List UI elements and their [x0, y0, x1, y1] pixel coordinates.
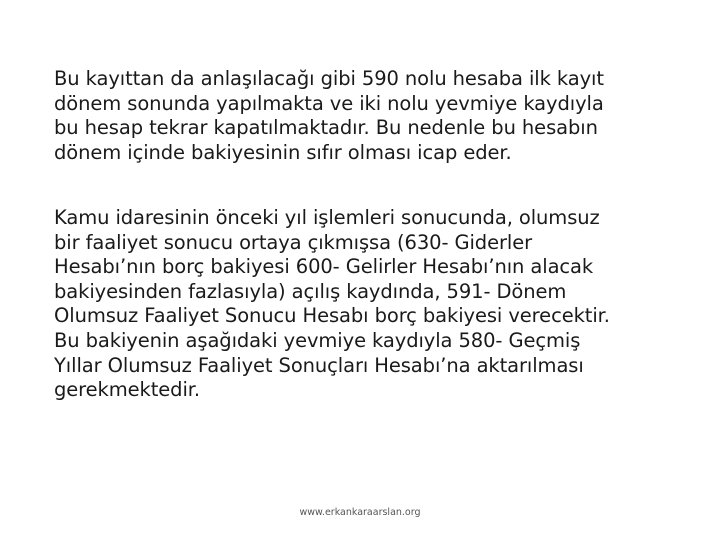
paragraph-first: Bu kayıttan da anlaşılacağı gibi 590 nolu hesaba ilk kayıt dönem sonunda yapılmakta ve iki nolu yevmiye kaydıyla bu hesap tekrar kapatılmaktadır. Bu nedenle bu hesabın dönem içinde bakiyesinin sıfır olması icap eder. — [54, 67, 604, 164]
footer-url: www.erkankaraarslan.org — [299, 507, 421, 518]
paragraph-second: Kamu idaresinin önceki yıl işlemleri sonucunda, olumsuz bir faaliyet sonucu ortaya çıkmışsa (630- Giderler Hesabı’nın borç bakiyesi 600- Gelirler Hesabı’nın alacak bakiyesinden fazlasıyla) açılış kaydında, 591- Dönem Olumsuz Faaliyet Sonucu Hesabı borç bakiyesi verecektir. Bu bakiyenin aşağıdaki yevmiye kaydıyla 580- Geçmiş Yıllar Olumsuz Faaliyet Sonuçları Hesabı’na aktarılması gerekmektedir. — [54, 206, 610, 402]
